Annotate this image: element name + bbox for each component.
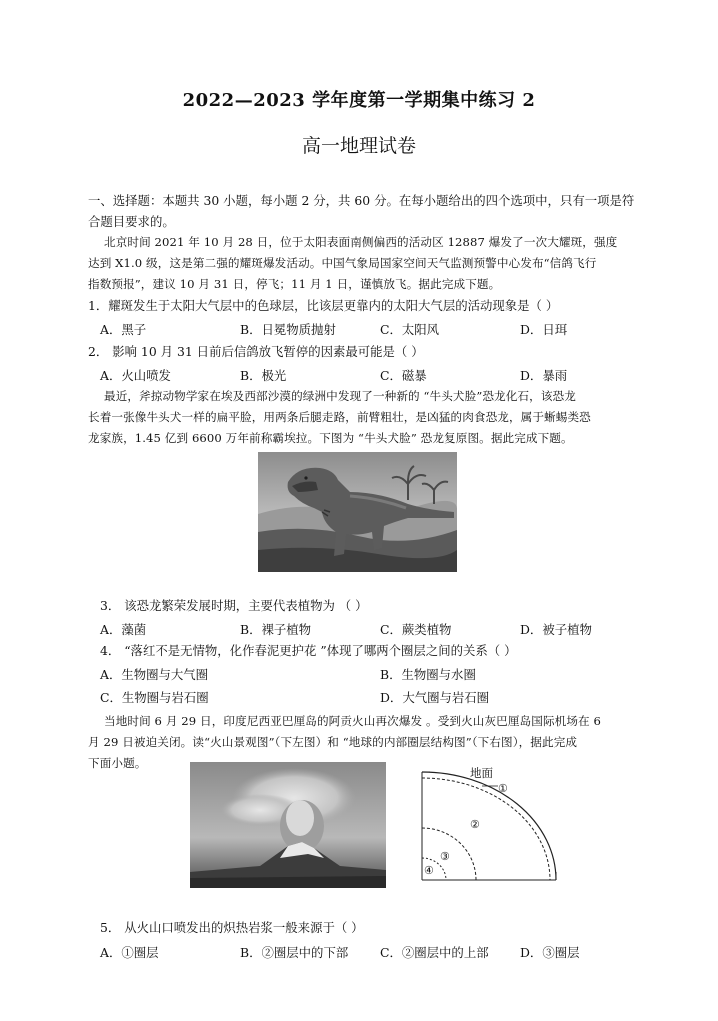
option-b[interactable]: B．②圈层中的下部 bbox=[240, 945, 349, 960]
layer-4-label: ④ bbox=[424, 865, 434, 877]
passage-line: 北京时间 2021 年 10 月 28 日，位于太阳表面南侧偏西的活动区 12887 爆发了一次大耀斑，强度 bbox=[104, 235, 618, 249]
option-b[interactable]: B．日冕物质抛射 bbox=[240, 322, 336, 337]
question-stem: 1．耀斑发生于太阳大气层中的色球层，比该层更靠内的太阳大气层的活动现象是（ ） bbox=[88, 298, 559, 313]
instruction-line: 一、选择题：本题共 30 小题，每小题 2 分，共 60 分。在每小题给出的四个选项中，只有一项是符 bbox=[88, 193, 635, 208]
option-d[interactable]: D．暴雨 bbox=[520, 368, 568, 383]
option-a[interactable]: A．生物圈与大气圈 bbox=[100, 667, 209, 682]
option-c[interactable]: C．磁暴 bbox=[380, 368, 427, 383]
option-a[interactable]: A．①圈层 bbox=[100, 945, 159, 960]
volcano-landscape-image bbox=[190, 762, 386, 888]
option-c[interactable]: C．太阳风 bbox=[380, 322, 440, 337]
passage-line: 达到 X1.0 级，这是第二强的耀斑爆发活动。中国气象局国家空间天气监测预警中心发布“信鸽飞行 bbox=[88, 256, 597, 270]
option-a[interactable]: A．火山喷发 bbox=[100, 368, 171, 383]
option-d[interactable]: D．被子植物 bbox=[520, 622, 592, 637]
option-c[interactable]: C．生物圈与岩石圈 bbox=[100, 690, 209, 705]
option-c[interactable]: C．蕨类植物 bbox=[380, 622, 452, 637]
volcano-photo bbox=[190, 762, 386, 888]
question-stem: 3． 该恐龙繁荣发展时期，主要代表植物为 （ ） bbox=[100, 598, 368, 613]
layer-2-label: ② bbox=[470, 819, 480, 831]
option-a[interactable]: A．黑子 bbox=[100, 322, 147, 337]
question-stem: 4． “落红不是无情物，化作春泥更护花 ”体现了哪两个圈层之间的关系（ ） bbox=[100, 643, 517, 658]
question-stem: 2． 影响 10 月 31 日前后信鸽放飞暂停的因素最可能是（ ） bbox=[88, 344, 424, 359]
earth-interior-diagram bbox=[410, 764, 560, 888]
layer-1-label: ① bbox=[498, 783, 508, 795]
passage-line: 最近，斧掠动物学家在埃及西部沙漠的绿洲中发现了一种新的 “牛头犬脸”恐龙化石，该恐龙 bbox=[104, 389, 576, 403]
passage-line: 指数预报”，建议 10 月 31 日，停飞；11 月 1 日，谨慎放飞。据此完成下题。 bbox=[88, 277, 501, 291]
instruction-line: 合题目要求的。 bbox=[88, 214, 175, 229]
option-b[interactable]: B．极光 bbox=[240, 368, 287, 383]
passage-line: 龙家族，1.45 亿到 6600 万年前称霸埃拉。下图为 “牛头犬脸” 恐龙复原图。据此完成下题。 bbox=[88, 431, 573, 445]
option-d[interactable]: D．大气圈与岩石圈 bbox=[380, 690, 490, 705]
option-c[interactable]: C．②圈层中的上部 bbox=[380, 945, 489, 960]
option-d[interactable]: D．日珥 bbox=[520, 322, 568, 337]
option-b[interactable]: B．生物圈与水圈 bbox=[380, 667, 476, 682]
passage-line: 月 29 日被迫关闭。读“火山景观图”（下左图）和 “地球的内部圈层结构图”（下右图），据此完成 bbox=[88, 735, 578, 749]
page-title: 2022—2023 学年度第一学期集中练习 2 bbox=[182, 90, 536, 111]
passage-line: 下面小题。 bbox=[88, 756, 147, 770]
option-b[interactable]: B．裸子植物 bbox=[240, 622, 312, 637]
passage-line: 长着一张像牛头犬一样的扁平脸，用两条后腿走路，前臂粗壮，是凶猛的肉食恐龙，属于蜥蜴类恐 bbox=[88, 410, 591, 424]
option-d[interactable]: D．③圈层 bbox=[520, 945, 580, 960]
option-a[interactable]: A．藻菌 bbox=[100, 622, 147, 637]
question-stem: 5． 从火山口喷发出的炽热岩浆一般来源于（ ） bbox=[100, 920, 364, 935]
page-subtitle: 高一地理试卷 bbox=[301, 135, 416, 157]
ground-label: 地面 bbox=[470, 768, 493, 780]
layer-3-label: ③ bbox=[440, 851, 450, 863]
passage-line: 当地时间 6 月 29 日，印度尼西亚巴厘岛的阿贡火山再次爆发 。受到火山灰巴厘岛国际机场在 6 bbox=[104, 714, 601, 728]
dinosaur-illustration bbox=[258, 452, 457, 572]
dinosaur-image bbox=[258, 452, 457, 572]
